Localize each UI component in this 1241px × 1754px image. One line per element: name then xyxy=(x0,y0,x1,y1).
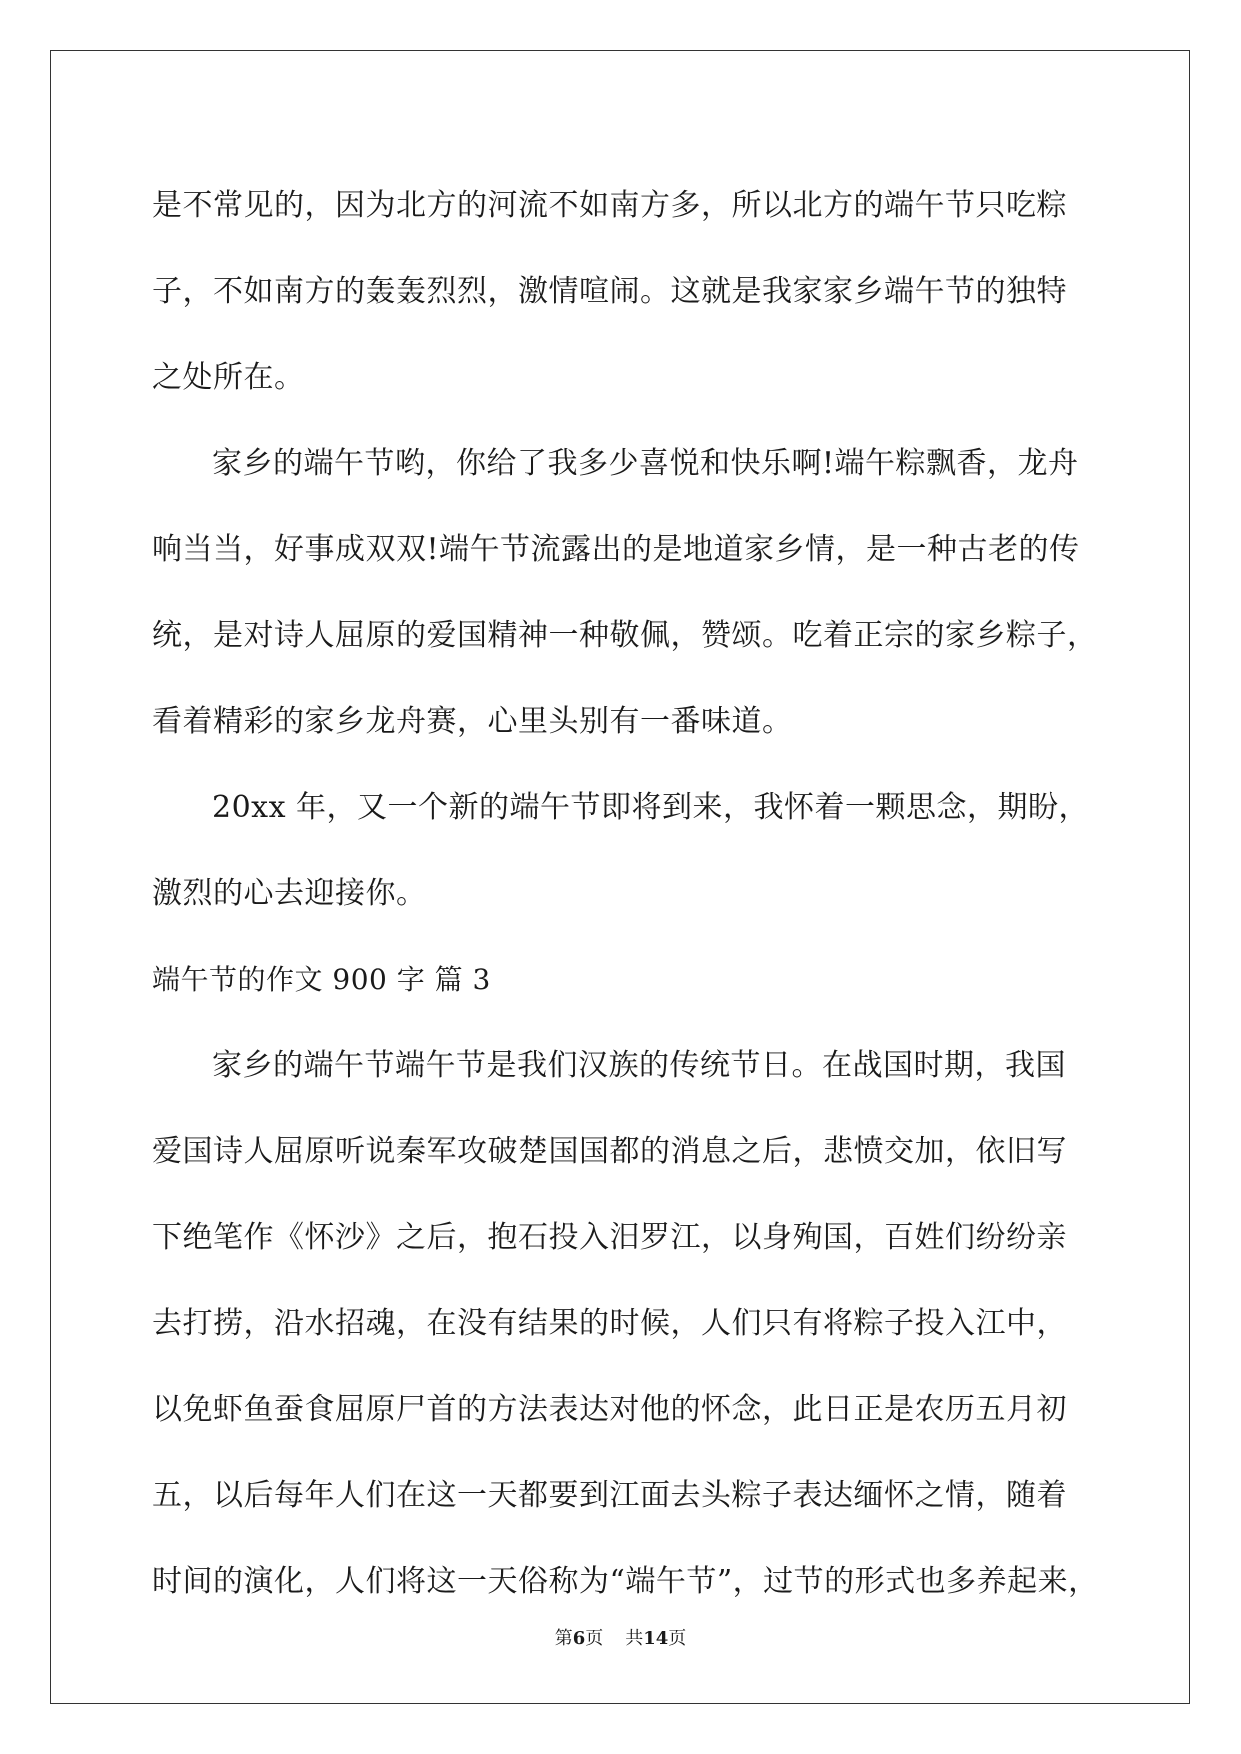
text-line: 激烈的心去迎接你。 xyxy=(152,876,427,911)
footer-page-word: 页 xyxy=(585,1628,604,1649)
text-line: 时间的演化，人们将这一天俗称为“端午节”，过节的形式也多养起来， xyxy=(152,1564,1099,1599)
footer-total-suffix: 页 xyxy=(668,1628,687,1649)
document-body xyxy=(152,163,1099,1625)
text-line: 是不常见的，因为北方的河流不如南方多，所以北方的端午节只吃粽 xyxy=(152,188,1067,223)
current-page-number: 6 xyxy=(572,1628,586,1649)
footer-total-prefix: 共 xyxy=(625,1628,644,1649)
total-pages-number: 14 xyxy=(643,1628,669,1649)
text-line: 下绝笔作《怀沙》之后，抱石投入汨罗江，以身殉国，百姓们纷纷亲 xyxy=(152,1220,1067,1255)
paragraph-start-line: 家乡的端午节哟，你给了我多少喜悦和快乐啊!端午粽飘香，龙舟 xyxy=(212,446,1079,481)
text-line: 爱国诗人屈原听说秦军攻破楚国国都的消息之后，悲愤交加，依旧写 xyxy=(152,1134,1067,1169)
text-line: 看着精彩的家乡龙舟赛，心里头别有一番味道。 xyxy=(152,704,793,739)
page-footer xyxy=(0,1624,1241,1650)
text-line: 响当当，好事成双双!端午节流露出的是地道家乡情，是一种古老的传 xyxy=(152,532,1080,567)
text-line: 去打捞，沿水招魂，在没有结果的时候，人们只有将粽子投入江中， xyxy=(152,1306,1067,1341)
text-line: 五，以后每年人们在这一天都要到江面去头粽子表达缅怀之情，随着 xyxy=(152,1478,1067,1513)
footer-prefix: 第 xyxy=(554,1628,573,1649)
section-heading: 端午节的作文 900 字 篇 3 xyxy=(152,963,491,996)
paragraph-start-line: 家乡的端午节端午节是我们汉族的传统节日。在战国时期，我国 xyxy=(212,1048,1066,1083)
text-line: 子，不如南方的轰轰烈烈，激情喧闹。这就是我家家乡端午节的独特 xyxy=(152,274,1067,309)
text-line: 之处所在。 xyxy=(152,360,305,395)
text-line: 统，是对诗人屈原的爱国精神一种敬佩，赞颂。吃着正宗的家乡粽子， xyxy=(152,618,1098,653)
text-line: 以免虾鱼蚕食屈原尸首的方法表达对他的怀念，此日正是农历五月初 xyxy=(152,1392,1067,1427)
paragraph-start-line: 20xx 年，又一个新的端午节即将到来，我怀着一颗思念，期盼， xyxy=(212,790,1090,825)
